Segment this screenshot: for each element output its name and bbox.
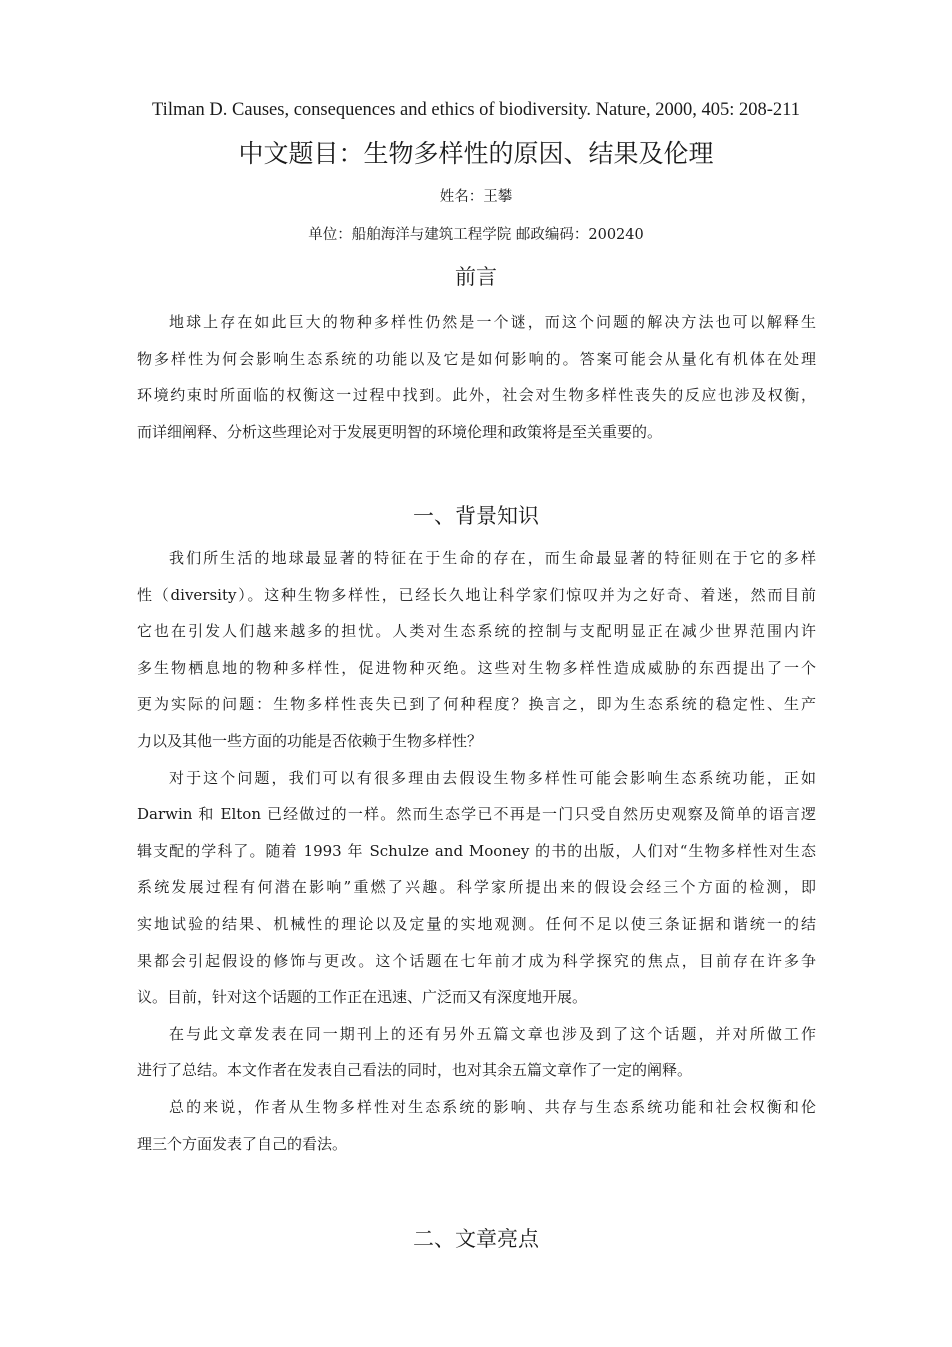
text-line: 实地试验的结果、机械性的理论以及定量的实地观测。任何不足以使三条证据和谐统一的结 <box>137 914 816 933</box>
background-paragraph-3 <box>137 1024 816 1097</box>
text-line: 环境约束时所面临的权衡这一过程中找到。此外，社会对生物多样性丧失的反应也涉及权衡， <box>137 386 816 405</box>
text-line: 物多样性为何会影响生态系统的功能以及它是如何影响的。答案可能会从量化有机体在处理 <box>137 349 816 368</box>
text-line: 性（diversity）。这种生物多样性，已经长久地让科学家们惊叹并为之好奇、着迷，然而目前 <box>137 585 816 604</box>
section-heading-preface: 前言 <box>455 265 497 289</box>
section-heading-background: 一、背景知识 <box>413 504 539 528</box>
text-line: Darwin 和 Elton 已经做过的一样。然而生态学已不再是一门只受自然历史观察及简单的语言逻 <box>137 805 816 824</box>
background-paragraph-4 <box>137 1097 816 1170</box>
preface-paragraph <box>137 312 816 458</box>
text-line: 力以及其他一些方面的功能是否依赖于生物多样性？ <box>137 731 483 750</box>
text-line: 议。目前，针对这个话题的工作正在迅速、广泛而又有深度地开展。 <box>137 988 588 1007</box>
text-line: 总的来说，作者从生物多样性对生态系统的影响、共存与生态系统功能和社会权衡和伦 <box>169 1098 816 1116</box>
section-heading-highlights: 二、文章亮点 <box>413 1227 539 1251</box>
text-line: 对于这个问题，我们可以有很多理由去假设生物多样性可能会影响生态系统功能，正如 <box>169 768 816 787</box>
text-line: 多生物栖息地的物种多样性，促进物种灭绝。这些对生物多样性造成威胁的东西提出了一个 <box>137 658 816 677</box>
background-paragraph-2 <box>137 768 816 1024</box>
page-title: 中文题目：生物多样性的原因、结果及伦理 <box>238 139 714 168</box>
text-line: 果都会引起假设的修饰与更改。这个话题在七年前才成为科学探究的焦点，目前存在许多争 <box>137 951 816 970</box>
text-line: 辑支配的学科了。随着 1993 年 Schulze and Mooney 的书的出版，人们对“生物多样性对生态 <box>137 841 816 860</box>
text-line: 我们所生活的地球最显著的特征在于生命的存在，而生命最显著的特征则在于它的多样 <box>169 549 816 567</box>
text-line: 它也在引发人们越来越多的担忧。人类对生态系统的控制与支配明显正在减少世界范围内许 <box>137 622 816 641</box>
text-line: 而详细阐释、分析这些理论对于发展更明智的环境伦理和政策将是至关重要的。 <box>137 422 663 441</box>
text-line: 系统发展过程有何潜在影响”重燃了兴趣。科学家所提出来的假设会经三个方面的检测，即 <box>137 878 816 897</box>
text-line: 理三个方面发表了自己的看法。 <box>137 1134 348 1153</box>
text-line: 更为实际的问题：生物多样性丧失已到了何种程度？换言之，即为生态系统的稳定性、生产 <box>137 695 816 714</box>
text-line: 进行了总结。本文作者在发表自己看法的同时，也对其余五篇文章作了一定的阐释。 <box>137 1061 693 1080</box>
author-line: 姓名：王攀 <box>439 189 513 205</box>
citation: Tilman D. Causes, consequences and ethics of biodiversity. Nature, 2000, 405: 208-211 <box>152 100 800 120</box>
text-line: 在与此文章发表在同一期刊上的还有另外五篇文章也涉及到了这个话题，并对所做工作 <box>169 1024 816 1043</box>
text-line: 地球上存在如此巨大的物种多样性仍然是一个谜，而这个问题的解决方法也可以解释生 <box>169 313 816 331</box>
background-paragraph-1 <box>137 548 816 768</box>
affiliation-line: 单位：船舶海洋与建筑工程学院 邮政编码：200240 <box>308 227 644 243</box>
